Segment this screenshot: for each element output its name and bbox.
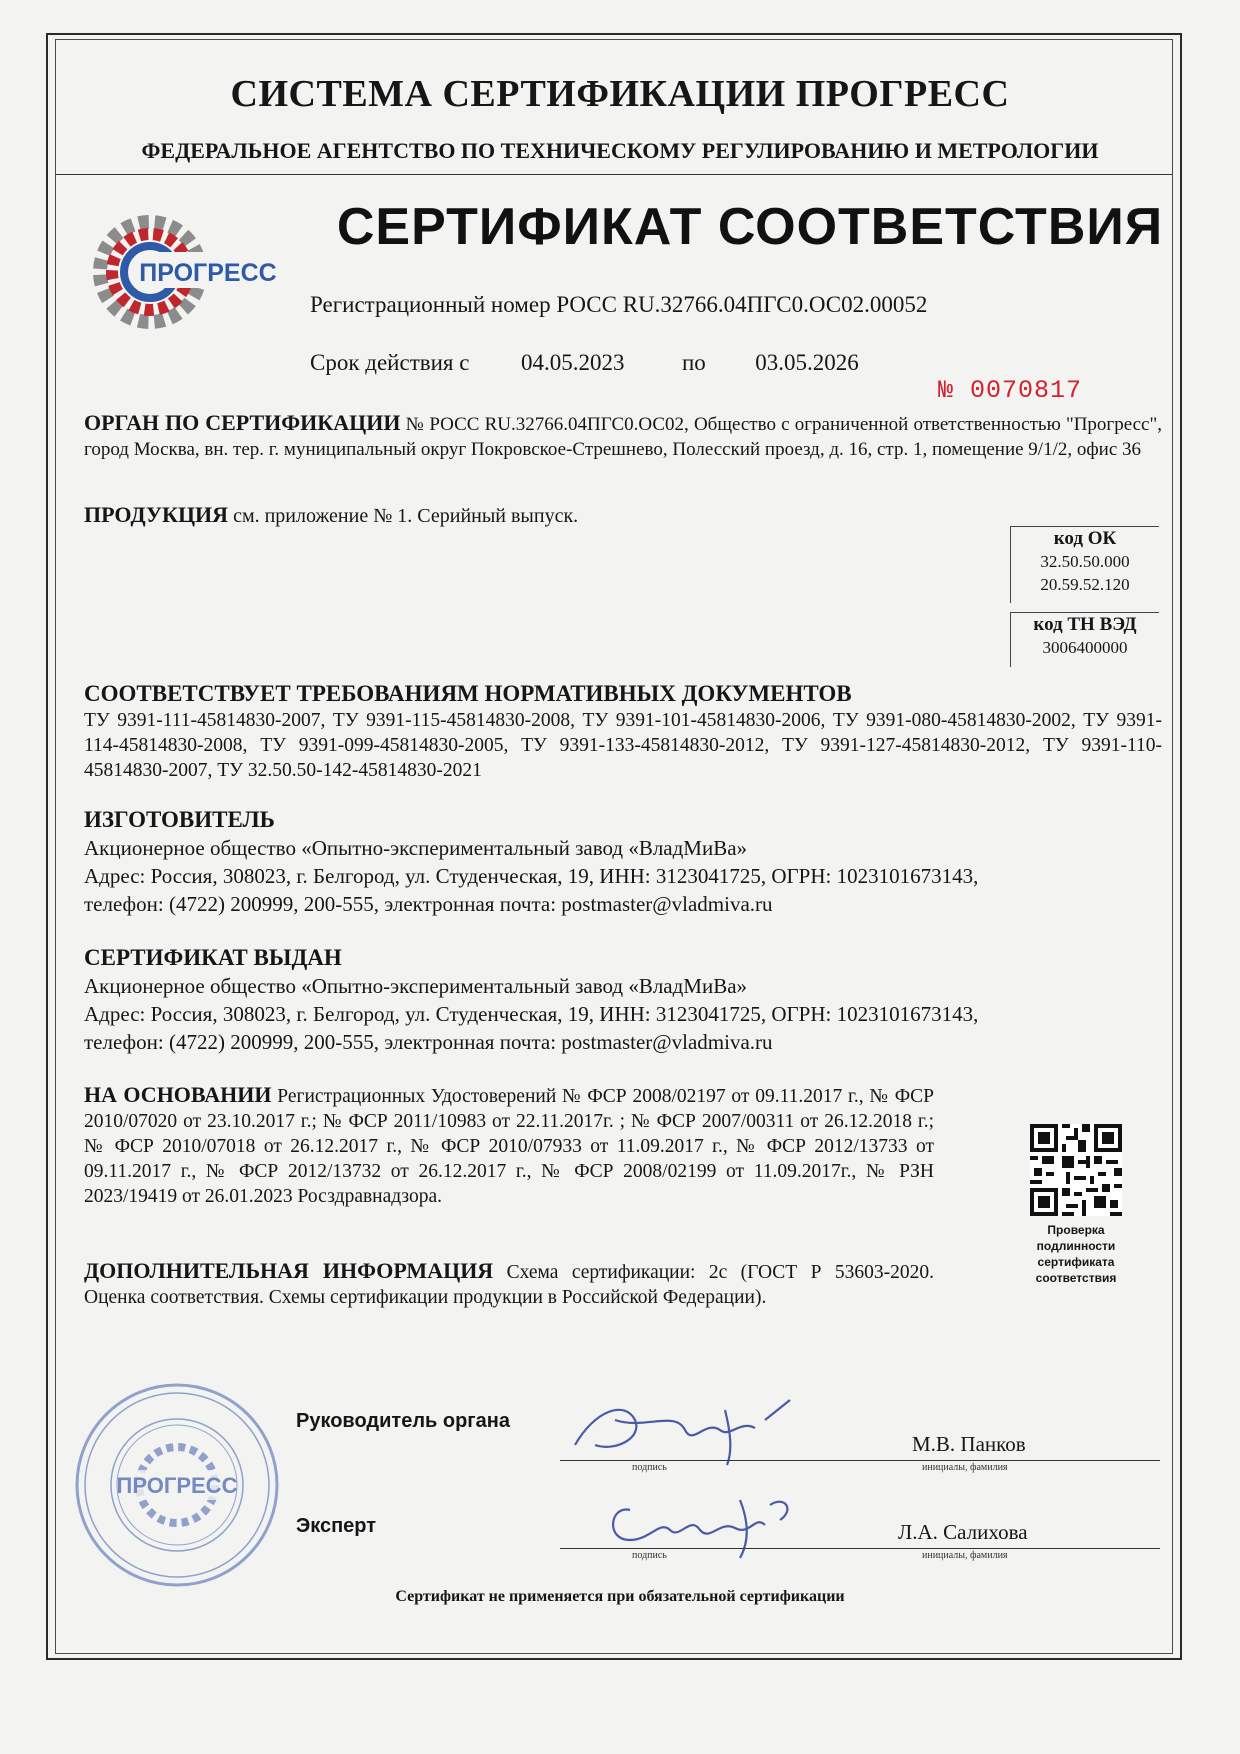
head-name: М.В. Панков [912,1432,1026,1456]
conforms-section [84,680,1162,783]
organ-text: № РОСС RU.32766.04ПГС0.ОС02, Общество с ограниченной ответственностью "Прогресс", город Москва, вн. тер. г. муниципальный округ Покровское-Стрешнево, Полесский проезд, д. 16, стр. 1, помещение 9/1/2, офис 36 [84,414,1162,460]
additional-heading: ДОПОЛНИТЕЛЬНАЯ ИНФОРМАЦИЯ [84,1258,494,1283]
issued-section [84,944,1162,1056]
issued-heading: СЕРТИФИКАТ ВЫДАН [84,945,342,970]
expert-sign-caption: подпись [632,1550,667,1561]
reg-number: РОСС RU.32766.04ПГС0.ОС02.00052 [556,292,928,317]
qr-code-icon [1030,1124,1122,1216]
tnved-code-box [1010,612,1159,667]
certificate-title: СЕРТИФИКАТ СООТВЕТСТВИЯ [336,198,1164,256]
product-heading: ПРОДУКЦИЯ [84,502,229,527]
issued-contacts: телефон: (4722) 200999, 200-555, электронная почта: postmaster@vladmiva.ru [84,1030,773,1054]
qr-code[interactable] [1030,1124,1122,1216]
agency-name: ФЕДЕРАЛЬНОЕ АГЕНТСТВО ПО ТЕХНИЧЕСКОМУ РЕГУЛИРОВАНИЮ И МЕТРОЛОГИИ [141,138,1099,163]
reg-label: Регистрационный номер [310,292,551,317]
ok-label: код ОК [1053,528,1117,549]
validity-label: Срок действия с [310,350,470,375]
head-name-caption: инициалы, фамилия [922,1462,1008,1473]
manufacturer-address: Адрес: Россия, 308023, г. Белгород, ул. Студенческая, 19, ИНН: 3123041725, ОГРН: 1023101673143, [84,864,979,888]
expert-name: Л.А. Салихова [898,1520,1028,1544]
conforms-heading: СООТВЕТСТВУЕТ ТРЕБОВАНИЯМ НОРМАТИВНЫХ ДОКУМЕНТОВ [84,681,852,706]
system-title: СИСТЕМА СЕРТИФИКАЦИИ ПРОГРЕСС [230,73,1010,115]
product-section [84,502,984,529]
tnved-code: 3006400000 [1042,638,1128,657]
validity-line [310,350,859,376]
stamp-icon [72,1380,282,1590]
official-stamp [72,1380,282,1590]
header-divider [56,174,1172,175]
manufacturer-section [84,806,1162,918]
valid-from: 04.05.2023 [520,350,625,375]
footer-note: Сертификат не применяется при обязательной сертификации [395,1588,845,1605]
expert-signature-icon [590,1480,810,1560]
manufacturer-heading: ИЗГОТОВИТЕЛЬ [84,807,275,832]
head-label: Руководитель органа [296,1410,510,1432]
to-label: по [681,350,706,375]
product-text: см. приложение № 1. Серийный выпуск. [233,505,579,527]
organ-section [84,410,1162,462]
ok-code-1: 32.50.50.000 [1040,552,1130,571]
qr-caption-line: подлинности [1036,1239,1116,1253]
valid-to: 03.05.2026 [755,350,859,375]
manufacturer-name: Акционерное общество «Опытно-экспериментальный завод «ВладМиВа» [84,836,748,860]
qr-caption-line: сертификата [1037,1255,1115,1269]
expert-name-caption: инициалы, фамилия [922,1550,1008,1561]
ok-code-2: 20.59.52.120 [1040,575,1130,594]
manufacturer-contacts: телефон: (4722) 200999, 200-555, электронная почта: postmaster@vladmiva.ru [84,892,773,916]
additional-section [84,1258,934,1310]
conforms-text: ТУ 9391-111-45814830-2007, ТУ 9391-115-45814830-2008, ТУ 9391-101-45814830-2006, ТУ 9391-080-45814830-2002, ТУ 9391-114-45814830-2008, ТУ 9391-099-45814830-2005, ТУ 9391-133-45814830-2012, ТУ 9391-127-45814830-2012, ТУ 9391-110-45814830-2007, ТУ 32.50.50-142-45814830-2021 [84,710,1162,781]
logo-text: ПРОГРЕСС [139,259,277,287]
additional-text: Схема сертификации: 2с (ГОСТ Р 53603-2020. Оценка соответствия. Схемы сертификации продукции в Российской Федерации). [84,1262,934,1308]
ok-code-box [1010,526,1159,603]
basis-text: Регистрационных Удостоверений № ФСР 2008/02197 от 09.11.2017 г., № ФСР 2010/07020 от 23.10.2017 г.; № ФСР 2011/10983 от 22.11.2017г. ; № ФСР 2007/00311 от 26.12.2018 г.; № ФСР 2010/07018 от 26.12.2017 г., № ФСР 2010/07933 от 11.09.2017 г., № ФСР 2012/13733 от 09.11.2017 г., № ФСР 2012/13732 от 26.12.2017 г., № ФСР 2008/02199 от 11.09.2017г., № РЗН 2023/19419 от 26.01.2023 Росздравнадзора. [84,1086,934,1207]
basis-heading: НА ОСНОВАНИИ [84,1082,272,1107]
progress-logo [88,206,298,340]
issued-address: Адрес: Россия, 308023, г. Белгород, ул. Студенческая, 19, ИНН: 3123041725, ОГРН: 1023101673143, [84,1002,979,1026]
head-sign-caption: подпись [632,1462,667,1473]
head-signature-icon [555,1390,805,1470]
qr-caption-line: Проверка [1047,1223,1105,1237]
serial-number: № 0070817 [938,376,1083,405]
organ-heading: ОРГАН ПО СЕРТИФИКАЦИИ [84,410,401,435]
registration-line [310,292,927,318]
qr-caption [1010,1222,1142,1286]
issued-name: Акционерное общество «Опытно-экспериментальный завод «ВладМиВа» [84,974,748,998]
basis-section [84,1082,934,1209]
gear-logo-icon [88,206,298,340]
expert-label: Эксперт [296,1515,377,1537]
tnved-label: код ТН ВЭД [1033,614,1137,635]
qr-caption-line: соответствия [1035,1271,1117,1285]
stamp-text: ПРОГРЕСС [116,1473,238,1498]
